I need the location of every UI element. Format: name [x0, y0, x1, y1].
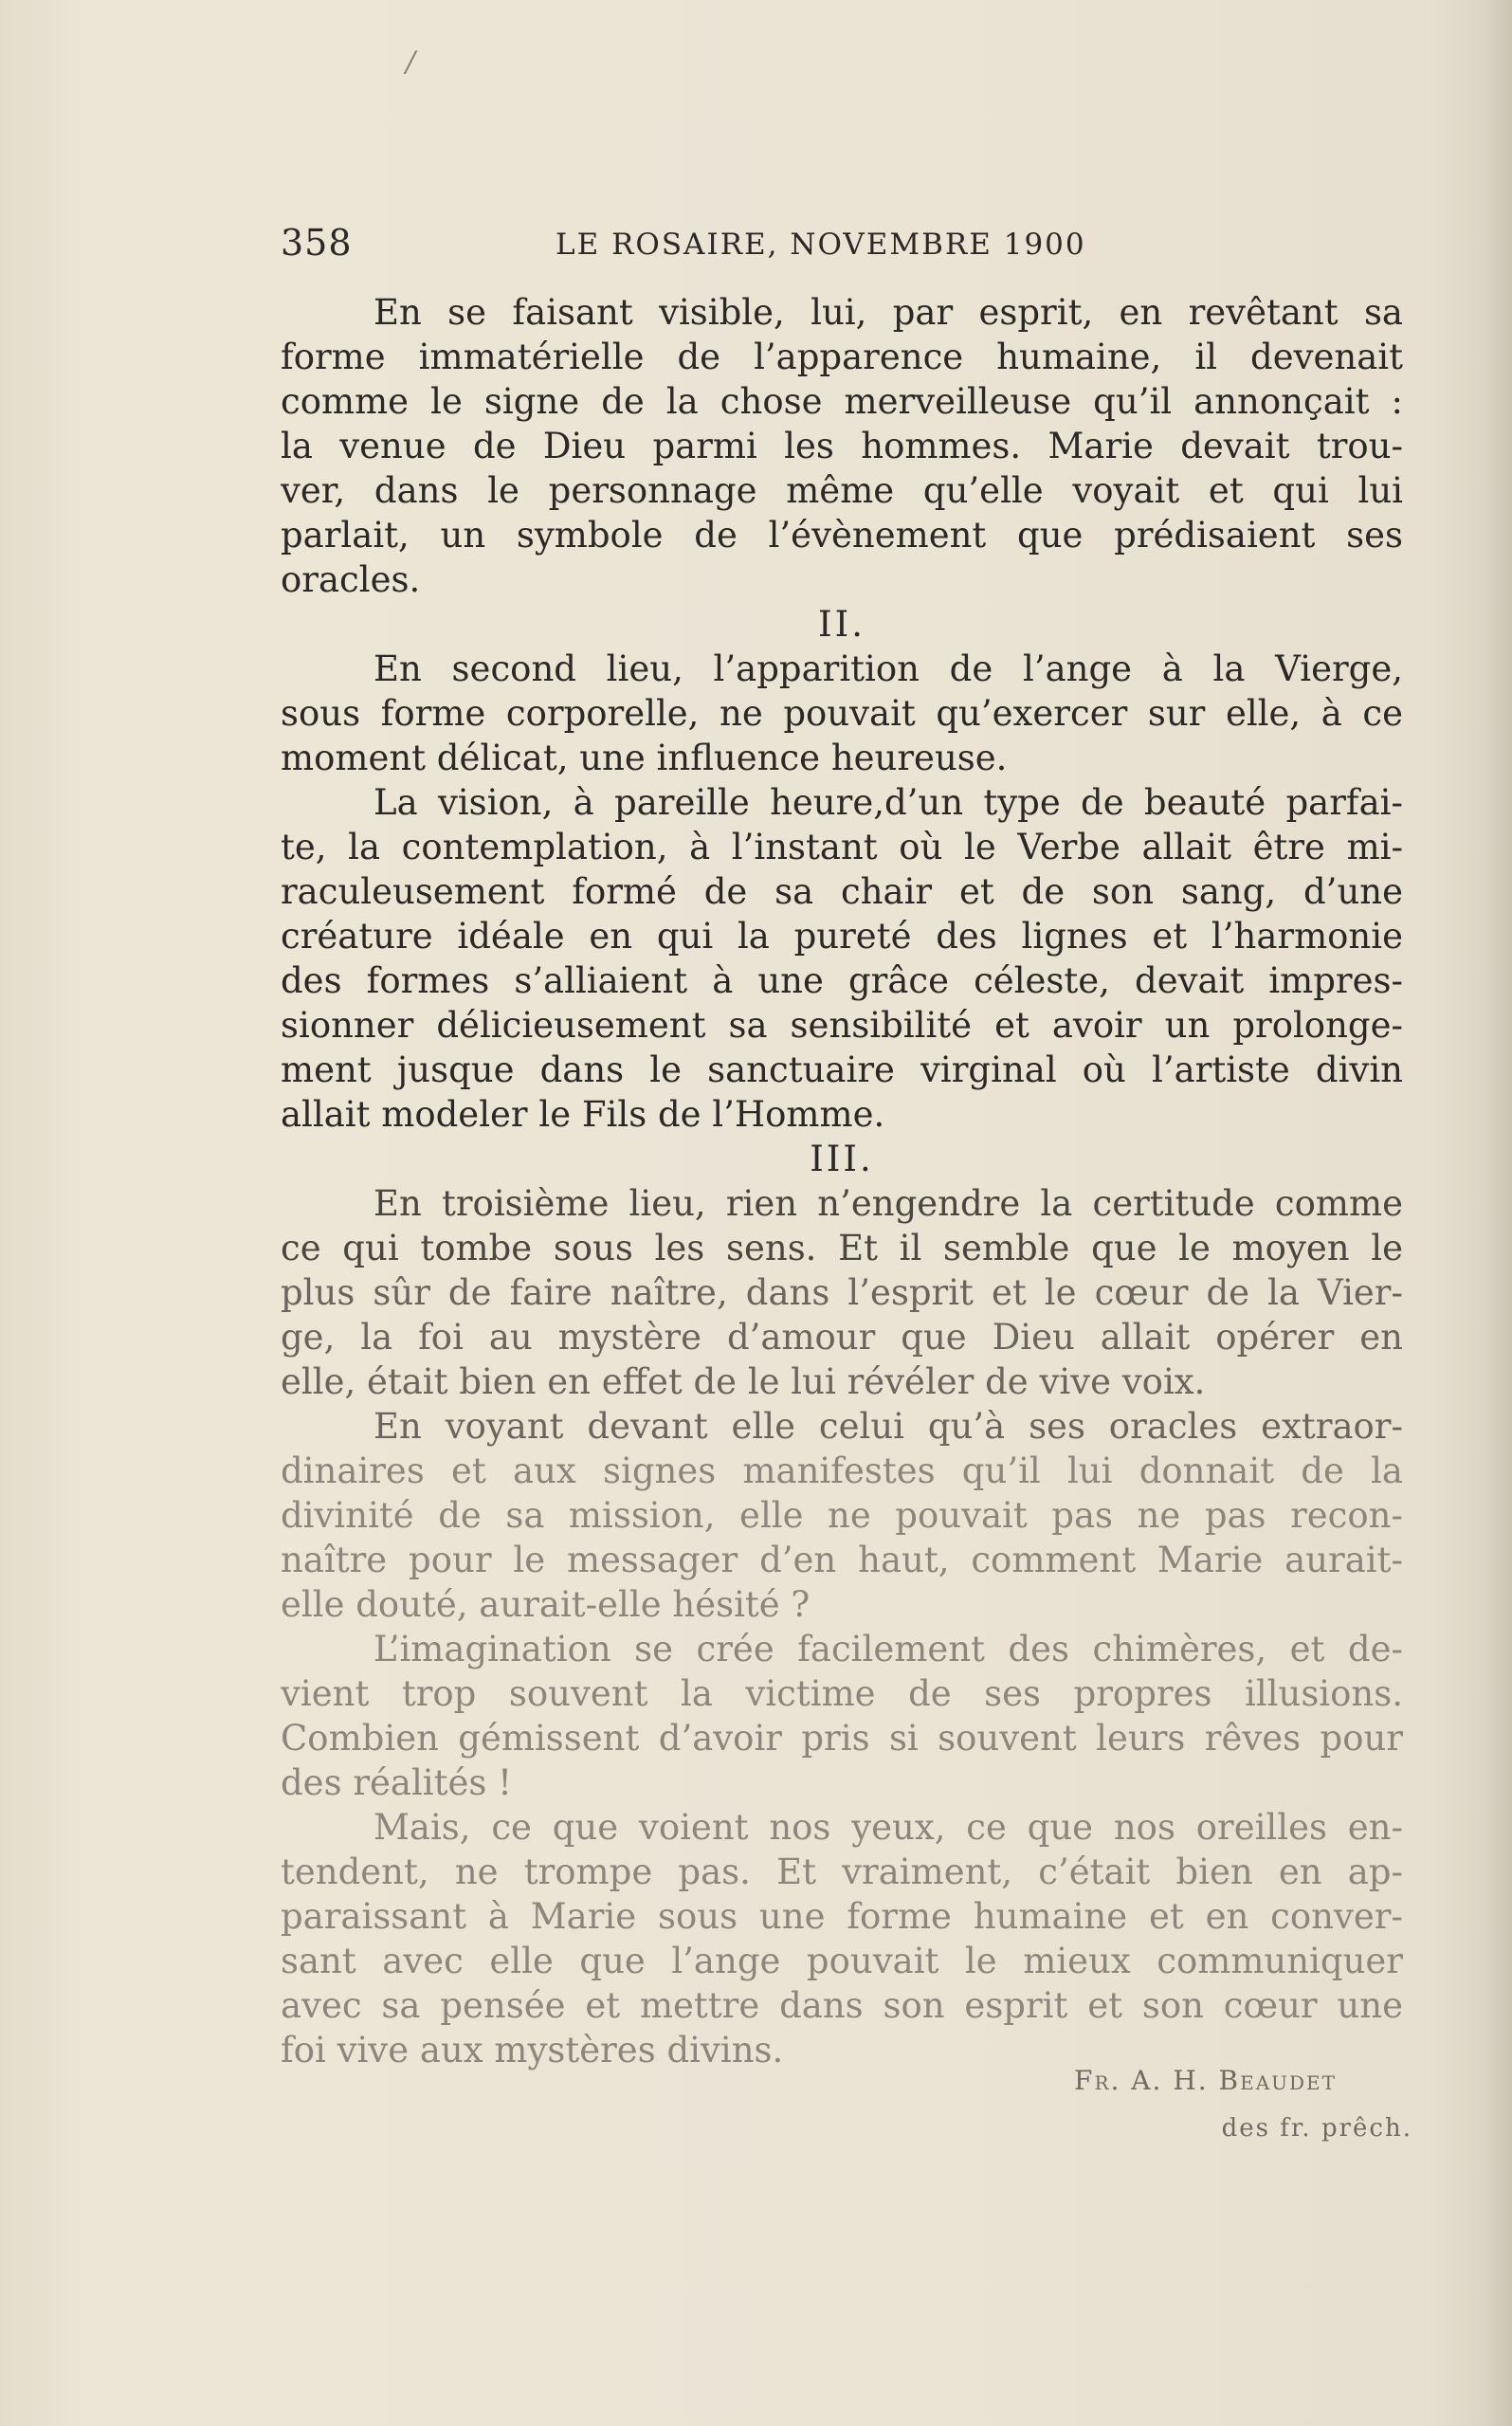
author-name: Fr. A. H. Beaudet: [1074, 2065, 1337, 2096]
text-line: raculeusement formé de sa chair et de son sang, d’une: [281, 871, 1403, 912]
text-line: des formes s’alliaient à une grâce céleste, devait impres-: [281, 960, 1403, 1001]
text-line: Combien gémissent d’avoir pris si souvent leurs rêves pour: [281, 1718, 1403, 1759]
text-line: foi vive aux mystères divins.: [281, 2030, 784, 2070]
stray-pencil-mark: /: [406, 46, 416, 79]
text-line: divinité de sa mission, elle ne pouvait pas ne pas recon-: [281, 1495, 1403, 1536]
text-line: plus sûr de faire naître, dans l’esprit et le cœur de la Vier-: [281, 1272, 1403, 1313]
text-line: forme immatérielle de l’apparence humaine, il devenait: [281, 337, 1403, 377]
text-line: En second lieu, l’apparition de l’ange à la Vierge,: [373, 648, 1403, 689]
text-line: paraissant à Marie sous une forme humaine et en conver-: [281, 1896, 1403, 1937]
section-numeral: III.: [810, 1139, 874, 1179]
text-line: oracles.: [281, 559, 421, 600]
author-signature: [1014, 2065, 1412, 2160]
text-line: Mais, ce que voient nos yeux, ce que nos oreilles en-: [373, 1807, 1403, 1848]
text-line: L’imagination se crée facilement des chimères, et de-: [373, 1629, 1403, 1669]
text-line: moment délicat, une influence heureuse.: [281, 738, 1008, 778]
author-order: des fr. prêch.: [1221, 2114, 1412, 2143]
running-title: LE ROSAIRE, NOVEMBRE 1900: [556, 228, 1086, 262]
text-line: vient trop souvent la victime de ses propres illusions.: [281, 1673, 1403, 1714]
text-line: te, la contemplation, à l’instant où le Verbe allait être mi-: [281, 827, 1403, 867]
text-line: elle douté, aurait-elle hésité ?: [281, 1584, 811, 1625]
text-line: allait modeler le Fils de l’Homme.: [281, 1094, 885, 1135]
text-line: ment jusque dans le sanctuaire virginal où l’artiste divin: [281, 1049, 1403, 1090]
text-line: parlait, un symbole de l’évènement que prédisaient ses: [281, 515, 1403, 556]
section-numeral: II.: [818, 604, 865, 645]
text-line: comme le signe de la chose merveilleuse qu’il annonçait :: [281, 381, 1403, 422]
running-header: [281, 222, 1403, 267]
text-line: La vision, à pareille heure,d’un type de beauté parfai-: [373, 782, 1403, 823]
text-line: sionner délicieusement sa sensibilité et avoir un prolonge-: [281, 1005, 1403, 1046]
page-fold-shadow: [1427, 0, 1512, 2426]
text-line: tendent, ne trompe pas. Et vraiment, c’était bien en ap-: [281, 1851, 1403, 1892]
text-line: elle, était bien en effet de le lui révéler de vive voix.: [281, 1361, 1206, 1402]
text-line: En se faisant visible, lui, par esprit, en revêtant sa: [373, 292, 1403, 333]
text-line: des réalités !: [281, 1762, 513, 1803]
text-line: ce qui tombe sous les sens. Et il semble que le moyen le: [281, 1228, 1403, 1268]
text-line: sant avec elle que l’ange pouvait le mieux communiquer: [281, 1941, 1403, 1981]
text-line: En troisième lieu, rien n’engendre la certitude comme: [373, 1183, 1403, 1224]
text-line: avec sa pensée et mettre dans son esprit et son cœur une: [281, 1985, 1403, 2026]
text-line: sous forme corporelle, ne pouvait qu’exercer sur elle, à ce: [281, 693, 1403, 734]
article-body: [281, 290, 1403, 2072]
page-number: 358: [281, 222, 353, 264]
text-line: naître pour le messager d’en haut, comment Marie aurait-: [281, 1540, 1403, 1580]
text-line: En voyant devant elle celui qu’à ses oracles extraor-: [373, 1406, 1403, 1447]
text-line: la venue de Dieu parmi les hommes. Marie devait trou-: [281, 426, 1403, 466]
text-line: créature idéale en qui la pureté des lignes et l’harmonie: [281, 916, 1403, 957]
text-line: ver, dans le personnage même qu’elle voyait et qui lui: [281, 470, 1403, 511]
text-line: ge, la foi au mystère d’amour que Dieu allait opérer en: [281, 1317, 1403, 1358]
text-line: dinaires et aux signes manifestes qu’il lui donnait de la: [281, 1450, 1403, 1491]
